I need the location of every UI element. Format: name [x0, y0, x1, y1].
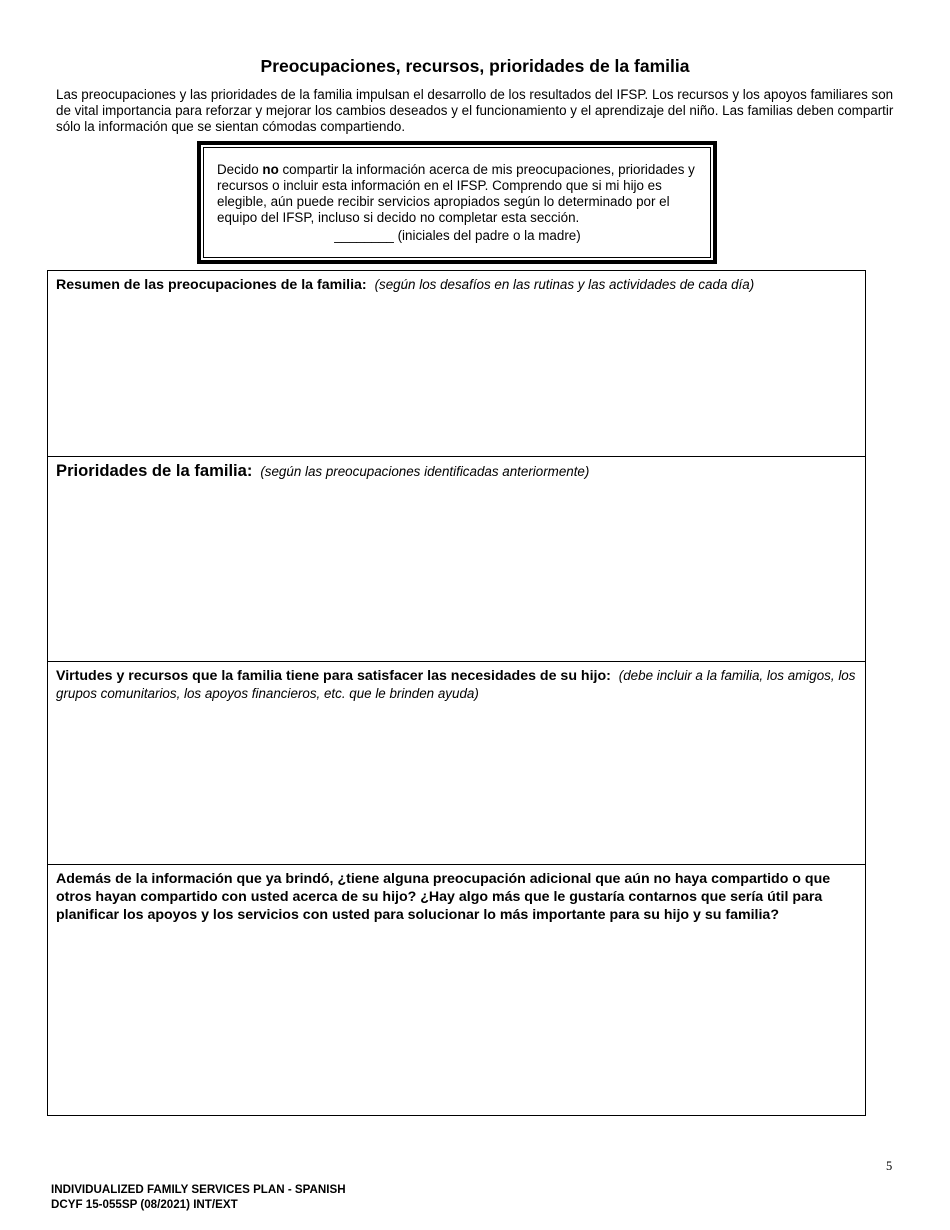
- section-family-concerns: [48, 271, 865, 457]
- family-priorities-label: Prioridades de la familia:: [56, 461, 253, 480]
- opt-out-inner: [203, 147, 711, 258]
- parent-initials-line: [217, 228, 698, 244]
- opt-out-text-start: Decido: [217, 162, 263, 177]
- initials-label: (iniciales del padre o la madre): [393, 228, 581, 243]
- form-name: INDIVIDUALIZED FAMILY SERVICES PLAN - SPANISH: [51, 1183, 346, 1196]
- opt-out-box: [197, 141, 717, 264]
- family-strengths-hint: (debe incluir a la familia, los amigos, los grupos comunitarios, los apoyos financieros, etc. que le brinden ayuda): [56, 668, 856, 701]
- family-strengths-label: Virtudes y recursos que la familia tiene para satisfacer las necesidades de su hijo:: [56, 668, 611, 684]
- section-additional-concerns: [48, 865, 865, 1115]
- section-family-strengths: [48, 662, 865, 865]
- section-family-priorities: [48, 457, 865, 662]
- family-priorities-hint: (según las preocupaciones identificadas anteriormente): [260, 464, 590, 479]
- opt-out-emphasis: no: [262, 162, 279, 177]
- additional-concerns-question: Además de la información que ya brindó, ¿tiene alguna preocupación adicional que aún no haya compartido o que otros hayan compartido con usted acerca de su hijo? ¿Hay algo más que le gustaría contarnos que sería útil para planificar los apoyos y los servicios con usted para solucionar lo más importante para su hijo y su familia?: [56, 871, 831, 923]
- family-concerns-hint: (según los desafíos en las rutinas y las actividades de cada día): [374, 277, 755, 292]
- family-concerns-label: Resumen de las preocupaciones de la familia:: [56, 277, 367, 293]
- initials-blank[interactable]: ________: [334, 228, 394, 243]
- family-priorities-input-area[interactable]: [56, 505, 857, 655]
- opt-out-text-rest: compartir la información acerca de mis preocupaciones, prioridades y recursos o incluir esta información en el IFSP. Comprendo que si mi hijo es elegible, aún puede recibir servicios apropiados según lo determinado por el equipo del IFSP, incluso si decido no completar esta sección.: [217, 162, 695, 225]
- family-concerns-input-area[interactable]: [56, 319, 857, 450]
- form-footer: [51, 1182, 346, 1212]
- opt-out-statement: [217, 162, 698, 226]
- form-code: DCYF 15-055SP (08/2021) INT/EXT: [51, 1198, 238, 1211]
- intro-paragraph: Las preocupaciones y las prioridades de la familia impulsan el desarrollo de los resultados del IFSP. Los recursos y los apoyos familiares son de vital importancia para reforzar y mejorar los cambios deseados y el funcionamiento y el aprendizaje del niño. Las familias deben compartir sólo la información que se sientan cómodas compartiendo.: [56, 87, 894, 134]
- page-number: 5: [886, 1159, 893, 1173]
- page-title: Preocupaciones, recursos, prioridades de la familia: [260, 56, 690, 76]
- family-strengths-input-area[interactable]: [56, 710, 857, 858]
- family-info-sections: [47, 270, 866, 1116]
- additional-concerns-input-area[interactable]: [56, 947, 857, 1109]
